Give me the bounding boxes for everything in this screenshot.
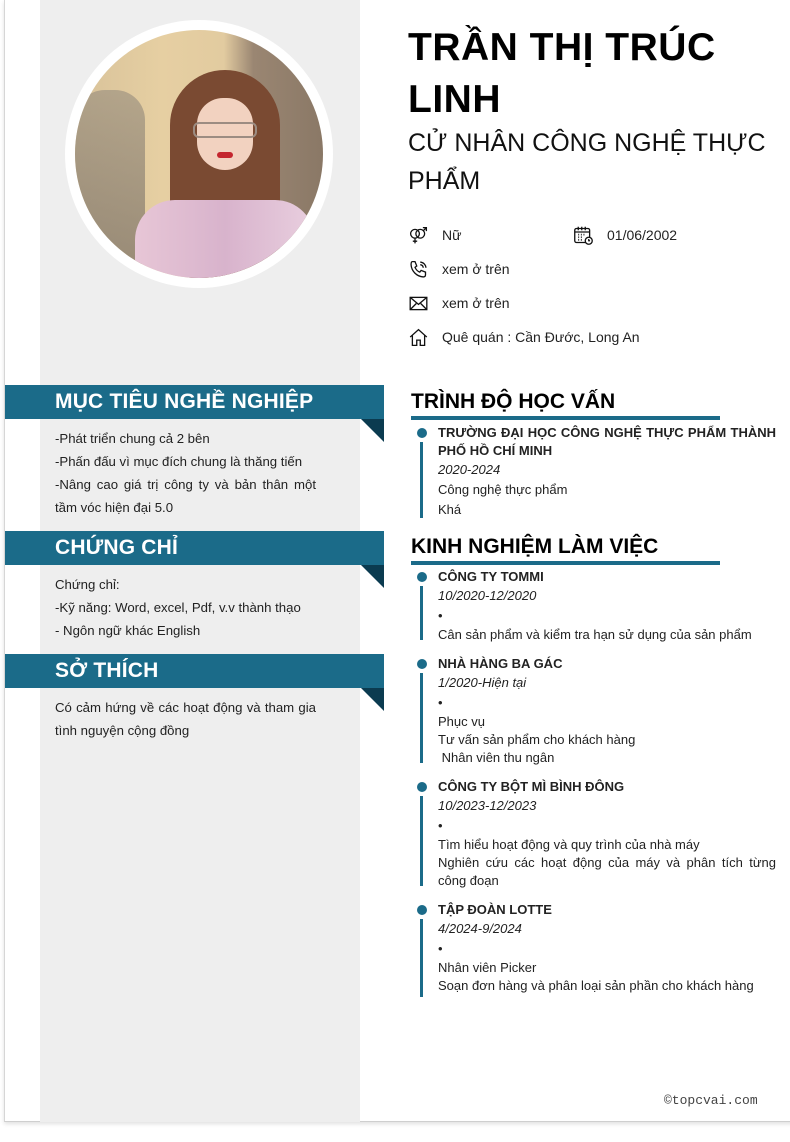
birthday-value: 01/06/2002 xyxy=(607,227,678,243)
info-gender xyxy=(407,224,461,246)
company-name: CÔNG TY TOMMI xyxy=(438,569,544,584)
section-certificates xyxy=(5,531,384,642)
mail-icon xyxy=(407,292,429,314)
info-phone xyxy=(407,258,510,280)
education-period: 2020-2024 xyxy=(438,462,501,477)
company-name: CÔNG TY BỘT MÌ BÌNH ĐÔNG xyxy=(438,779,625,794)
timeline-dot xyxy=(417,572,427,582)
timeline-line xyxy=(420,442,423,518)
text-line: Chứng chỉ: xyxy=(55,577,120,592)
bullet: • xyxy=(438,818,443,833)
section-title: SỞ THÍCH xyxy=(5,654,384,688)
bullet: • xyxy=(438,941,443,956)
info-birthday xyxy=(572,224,677,246)
job-duty: Phục vụ xyxy=(438,714,485,729)
calendar-icon xyxy=(572,224,594,246)
info-address xyxy=(407,326,640,348)
ribbon-fold xyxy=(361,419,384,442)
job-duty: Tìm hiểu hoạt động và quy trình của nhà máy xyxy=(438,837,700,852)
address-value: Quê quán : Cần Đước, Long An xyxy=(442,329,640,345)
text-line: -Phấn đấu vì mục đích chung là thăng tiến xyxy=(55,454,303,469)
section-hobbies xyxy=(5,654,384,742)
education-major: Công nghệ thực phẩm xyxy=(438,482,568,497)
avatar xyxy=(75,30,323,278)
education-entry xyxy=(416,424,776,520)
experience-entry xyxy=(416,568,776,644)
section-body xyxy=(5,419,384,519)
text-line: -Nâng cao giá trị công ty và bản thân một tầm vóc hiện đại 5.0 xyxy=(55,477,316,515)
watermark: ©topcvai.com xyxy=(664,1093,758,1108)
job-period: 4/2024-9/2024 xyxy=(438,921,522,936)
gender-value: Nữ xyxy=(442,227,462,243)
candidate-title: CỬ NHÂN CÔNG NGHỆ THỰC PHẨM xyxy=(408,129,766,195)
timeline-line xyxy=(420,673,423,763)
company-name: NHÀ HÀNG BA GÁC xyxy=(438,656,563,671)
experience-entry xyxy=(416,655,776,767)
timeline-dot xyxy=(417,905,427,915)
section-title-experience: KINH NGHIỆM LÀM VIỆC xyxy=(411,533,720,565)
job-period: 1/2020-Hiện tại xyxy=(438,675,527,690)
job-duty: Tư vấn sản phẩm cho khách hàng xyxy=(438,732,636,747)
timeline-dot xyxy=(417,659,427,669)
text-line: -Kỹ năng: Word, excel, Pdf, v.v thành thạo xyxy=(55,600,301,615)
job-duty: Nghiên cứu các hoạt động của máy và phân tích từng công đoạn xyxy=(438,855,776,888)
candidate-name: TRẦN THỊ TRÚC LINH xyxy=(408,26,716,121)
phone-icon xyxy=(407,258,429,280)
education-grade: Khá xyxy=(438,502,462,517)
phone-value: xem ở trên xyxy=(442,261,510,277)
experience-entry xyxy=(416,778,776,890)
text-line: -Phát triển chung cả 2 bên xyxy=(55,431,210,446)
job-duty: Soạn đơn hàng và phân loại sản phần cho khách hàng xyxy=(438,978,754,993)
section-title-education: TRÌNH ĐỘ HỌC VẤN xyxy=(411,388,720,420)
timeline-line xyxy=(420,586,423,640)
text-line: Có cảm hứng về các hoạt động và tham gia tình nguyện cộng đồng xyxy=(55,700,316,738)
ribbon-fold xyxy=(361,565,384,588)
timeline-line xyxy=(420,919,423,997)
timeline-dot xyxy=(417,428,427,438)
section-body xyxy=(5,688,384,742)
info-email xyxy=(407,292,510,314)
ribbon-fold xyxy=(361,688,384,711)
timeline-dot xyxy=(417,782,427,792)
section-title: CHỨNG CHỈ xyxy=(5,531,384,565)
text-line: - Ngôn ngữ khác English xyxy=(55,623,201,638)
bullet: • xyxy=(438,608,443,623)
timeline-line xyxy=(420,796,423,886)
gender-icon xyxy=(407,224,429,246)
bullet: • xyxy=(438,695,443,710)
job-duty: Nhân viên Picker xyxy=(438,960,537,975)
job-period: 10/2020-12/2020 xyxy=(438,588,537,603)
experience-entry xyxy=(416,901,776,995)
job-period: 10/2023-12/2023 xyxy=(438,798,537,813)
section-objective xyxy=(5,385,384,519)
home-icon xyxy=(407,326,429,348)
section-body xyxy=(5,565,384,642)
company-name: TẬP ĐOÀN LOTTE xyxy=(438,902,552,917)
job-duty: Nhân viên thu ngân xyxy=(438,750,555,765)
job-duty: Cân sản phẩm và kiểm tra hạn sử dụng của sản phẩm xyxy=(438,627,752,642)
section-title: MỤC TIÊU NGHỀ NGHIỆP xyxy=(5,385,384,419)
school-name: TRƯỜNG ĐẠI HỌC CÔNG NGHỆ THỰC PHẨM THÀNH PHỐ HỒ CHÍ MINH xyxy=(438,425,776,458)
email-value: xem ở trên xyxy=(442,295,510,311)
